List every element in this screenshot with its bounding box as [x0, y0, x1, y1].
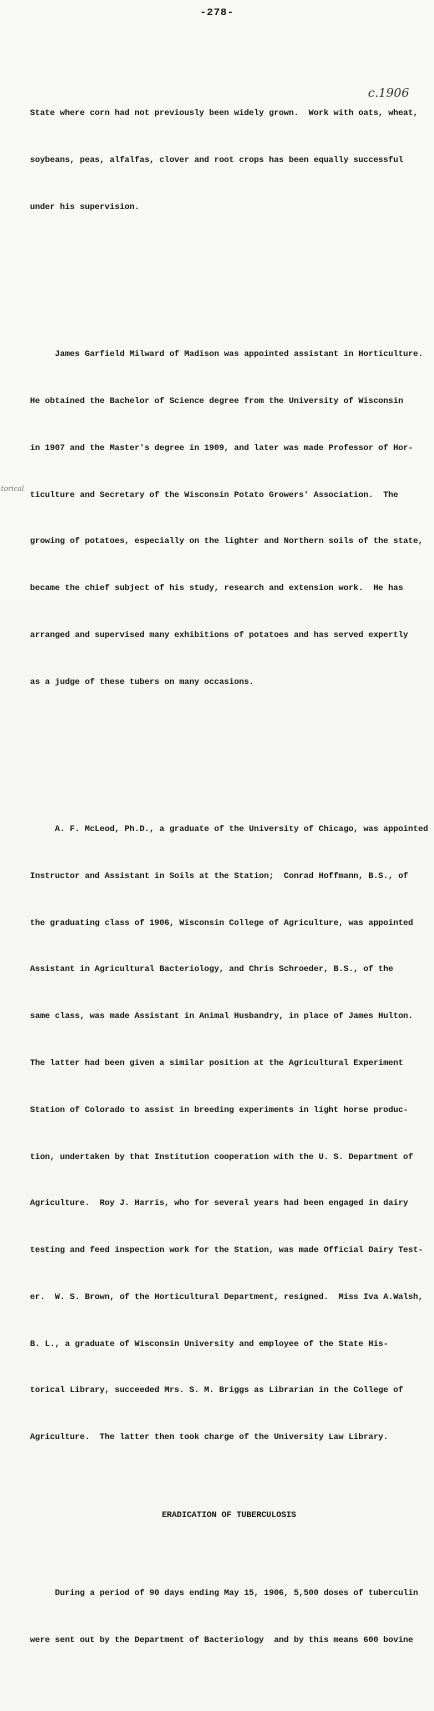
margin-note: torical [1, 485, 24, 493]
text-line: arranged and supervised many exhibitions of potatoes and has served expertly [30, 629, 409, 640]
handwritten-annotation: c.1906 [368, 86, 410, 100]
paragraph-1 [30, 75, 420, 247]
text-line: soybeans, peas, alfalfas, clover and root crops has been equally successful [30, 155, 404, 166]
text-line: Instructor and Assistant in Soils at the Station; Conrad Hoffmann, B.S., of [30, 870, 409, 881]
section-heading: ERADICATION OF TUBERCULOSIS [161, 1510, 297, 1521]
text-line: Agriculture. The latter then took charge of the University Law Library. [30, 1432, 389, 1443]
text-line: B. L., a graduate of Wisconsin University and employee of the State His- [30, 1338, 389, 1349]
text-line: were sent out by the Department of Bacteriology and by this means 600 bovine [30, 1634, 414, 1645]
paragraph-2 [30, 316, 424, 721]
text-line: er. W. S. Brown, of the Horticultural Department, resigned. Miss Iva A.Walsh, [30, 1291, 424, 1302]
text-line: as a judge of these tubers on many occasions. [30, 676, 254, 687]
text-line: became the chief subject of his study, research and extension work. He has [30, 583, 404, 594]
text-line: The latter had been given a similar position at the Agricultural Experiment [30, 1058, 404, 1068]
text-line: growing of potatoes, especially on the lighter and Northern soils of the state, [30, 536, 424, 547]
text-line: State where corn had not previously been widely grown. Work with oats, wheat, [30, 108, 419, 119]
text-line: Assistant in Agricultural Bacteriology, and Chris Schroeder, B.S., of the [30, 964, 394, 975]
text-line: ticulture and Secretary of the Wisconsin Potato Growers' Association. The [30, 489, 399, 500]
text-line: James Garfield Milward of Madison was appointed assistant in Horticulture. [30, 349, 424, 360]
text-line: same class, was made Assistant in Animal Husbandry, in place of James Hulton. [30, 1011, 414, 1022]
paragraph-3 [30, 791, 429, 1477]
text-line: During a period of 90 days ending May 15, 1906, 5,500 doses of tuberculin [30, 1588, 419, 1599]
text-line: testing and feed inspection work for the Station, was made Official Dairy Test- [30, 1245, 424, 1256]
text-line: Agriculture. Roy J. Harris, who for several years had been engaged in dairy [30, 1198, 409, 1209]
text-line: Station of Colorado to assist in breeding experiments in light horse produc- [30, 1104, 409, 1115]
text-line: the graduating class of 1906, Wisconsin College of Agriculture, was appointed [30, 917, 414, 928]
page-number: -278- [199, 7, 234, 19]
text-line: under his supervision. [30, 201, 140, 212]
text-line: torical Library, succeeded Mrs. S. M. Briggs as Librarian in the College of [30, 1385, 404, 1396]
text-line: in 1907 and the Master's degree in 1909, and later was made Professor of Hor- [30, 442, 414, 453]
text-line: tion, undertaken by that Institution cooperation with the U. S. Department of [30, 1151, 414, 1162]
body-text [30, 44, 429, 1711]
text-line: He obtained the Bachelor of Science degree from the University of Wisconsin [30, 396, 404, 407]
text-line: A. F. McLeod, Ph.D., a graduate of the University of Chicago, was appointed [30, 824, 429, 835]
paragraph-4 [30, 1555, 420, 1680]
